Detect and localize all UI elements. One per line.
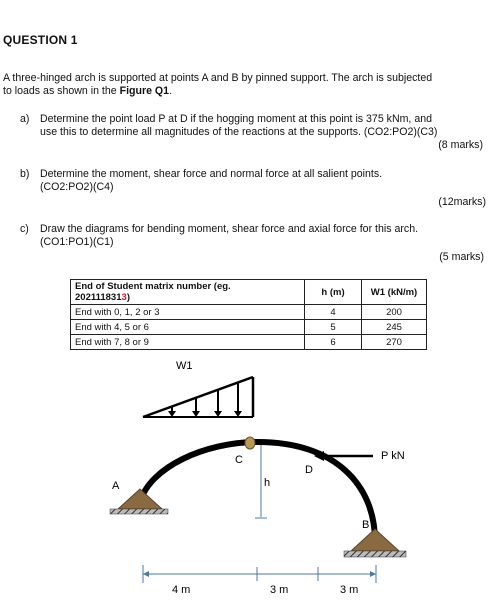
table-row: End with 7, 8 or 9 6 270 xyxy=(71,335,427,350)
header-w1: W1 (kN/m) xyxy=(362,280,427,305)
support-a xyxy=(110,489,168,514)
part-a xyxy=(20,113,437,139)
support-b xyxy=(344,529,406,557)
point-a-label: A xyxy=(112,480,120,492)
part-b-line-1: Determine the moment, shear force and normal force at all salient points. xyxy=(40,168,383,180)
dim-3m-second: 3 m xyxy=(340,584,359,596)
w1-label: W1 xyxy=(176,360,193,372)
question-heading: QUESTION 1 xyxy=(3,33,78,47)
point-b-label: B xyxy=(362,519,370,531)
part-c xyxy=(20,223,418,249)
intro-line-1: A three-hinged arch is supported at points A and B by pinned support. The arch is subjected xyxy=(3,72,433,84)
part-a-line-2: use this to determine all magnitudes of the reactions at the supports. (CO2:PO2)(C3) xyxy=(40,126,438,138)
arch-figure xyxy=(0,355,491,605)
point-d-label: D xyxy=(305,464,313,476)
load-label: P kN xyxy=(381,450,405,462)
part-a-label: a) xyxy=(20,113,30,125)
part-b-marks: (12marks) xyxy=(438,196,486,208)
part-a-line-1: Determine the point load P at D if the hogging moment at this point is 375 kNm, and xyxy=(40,113,432,125)
distributed-load xyxy=(143,377,253,417)
hinge-c xyxy=(245,437,255,449)
student-matrix-table xyxy=(70,279,427,350)
dim-4m: 4 m xyxy=(172,584,191,596)
header-matrix-number: End of Student matrix number (eg. 2021118313) xyxy=(71,280,305,305)
part-a-marks: (8 marks) xyxy=(438,139,483,151)
part-c-marks: (5 marks) xyxy=(439,251,484,263)
intro-line-2: to loads as shown in the Figure Q1. xyxy=(3,85,173,97)
figure-reference: Figure Q1 xyxy=(119,85,170,97)
part-b-line-2: (CO2:PO2)(C4) xyxy=(40,181,114,193)
point-c-label: C xyxy=(235,454,243,466)
table-row: End with 4, 5 or 6 5 245 xyxy=(71,320,427,335)
part-b-label: b) xyxy=(20,168,30,180)
part-c-line-1: Draw the diagrams for bending moment, shear force and axial force for this arch. xyxy=(40,223,419,235)
part-c-line-2: (CO1:PO1)(C1) xyxy=(40,236,114,248)
h-label: h xyxy=(264,477,271,489)
part-c-label: c) xyxy=(20,223,29,235)
highlight-digit: 3 xyxy=(121,292,127,303)
table-row: End with 0, 1, 2 or 3 4 200 xyxy=(71,305,427,320)
header-h: h (m) xyxy=(305,280,362,305)
question-intro xyxy=(3,72,432,98)
table-header-row xyxy=(71,280,427,305)
dimension-line xyxy=(143,565,376,583)
part-b xyxy=(20,168,382,194)
dim-3m-first: 3 m xyxy=(270,584,289,596)
